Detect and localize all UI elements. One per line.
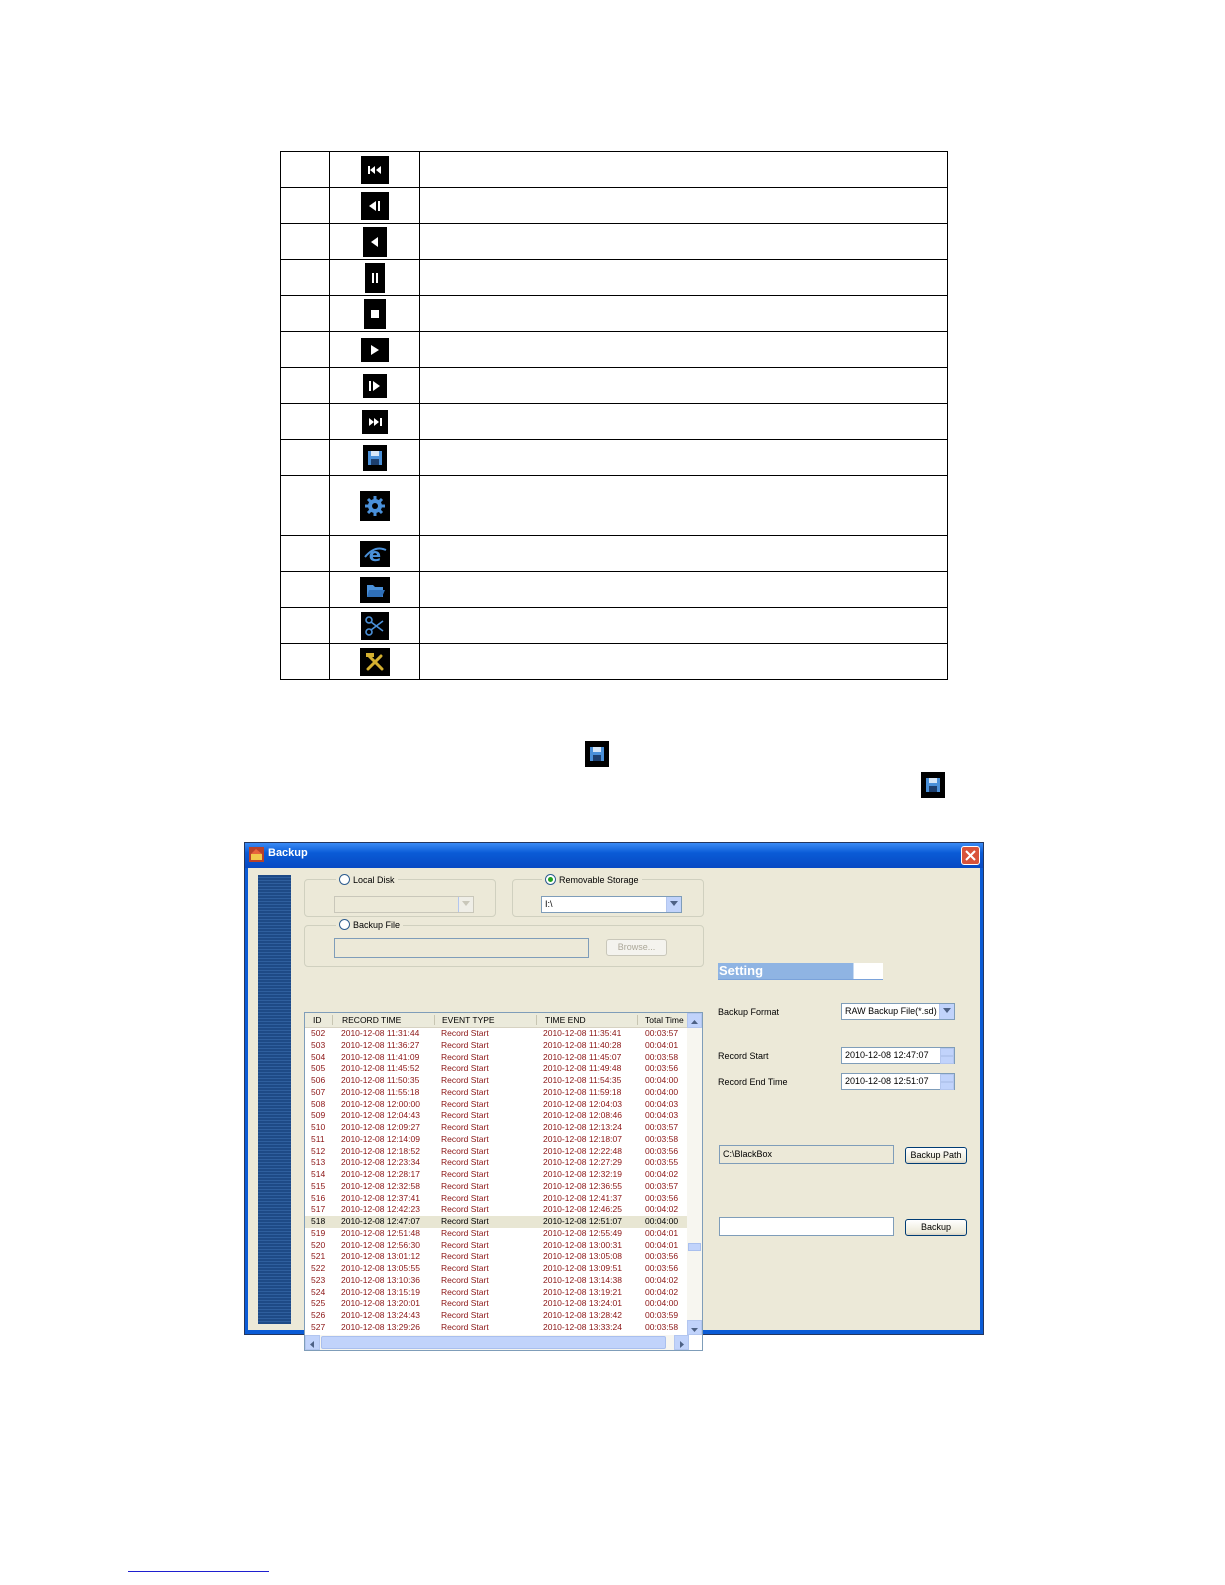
- table-row[interactable]: [305, 1099, 687, 1111]
- scissors-icon: [361, 612, 389, 640]
- cell-id: 521: [311, 1251, 326, 1262]
- cell-total-time: 00:03:58: [645, 1133, 679, 1144]
- spin-up-icon[interactable]: [940, 1048, 954, 1056]
- chevron-down-icon[interactable]: [666, 897, 681, 912]
- internet-explorer-icon: [360, 541, 390, 567]
- cell-total-time: 00:03:56: [645, 1251, 679, 1262]
- scroll-left-icon[interactable]: [305, 1335, 320, 1350]
- cell-event-type: Record Start: [441, 1192, 489, 1203]
- cell-record-time: 2010-12-08 12:09:27: [341, 1122, 420, 1132]
- record-start-datetime-input[interactable]: [841, 1047, 955, 1064]
- spin-down-icon[interactable]: [940, 1082, 954, 1090]
- cell-total-time: 00:03:57: [645, 1180, 679, 1191]
- cell-time-end: 2010-12-08 12:41:37: [543, 1192, 622, 1203]
- cell-time-end: 2010-12-08 13:09:51: [543, 1263, 622, 1273]
- cell-event-type: Record Start: [441, 1039, 489, 1050]
- table-row[interactable]: [305, 1228, 687, 1240]
- cell-time-end: 2010-12-08 12:46:25: [543, 1204, 622, 1215]
- setting-title: Setting: [719, 963, 764, 978]
- column-header-record-time[interactable]: RECORD TIME: [342, 1015, 402, 1025]
- cell-time-end: 2010-12-08 12:51:07: [543, 1216, 622, 1226]
- table-row: [281, 224, 948, 260]
- local-disk-select[interactable]: [334, 896, 474, 913]
- play-backward-icon: [363, 227, 387, 257]
- cell-event-type: Record Start: [441, 1204, 489, 1215]
- cell-record-time: 2010-12-08 12:37:41: [341, 1192, 420, 1203]
- cell-total-time: 00:04:02: [645, 1169, 679, 1179]
- cell-id: 504: [311, 1051, 326, 1062]
- cell-record-time: 2010-12-08 12:14:09: [341, 1133, 420, 1144]
- backup-file-label: Backup File: [353, 919, 401, 930]
- scroll-down-icon[interactable]: [687, 1320, 702, 1335]
- backup-format-select[interactable]: [841, 1003, 955, 1020]
- chevron-down-icon[interactable]: [458, 897, 473, 912]
- cell-total-time: 00:04:03: [645, 1110, 679, 1121]
- cell-time-end: 2010-12-08 12:36:55: [543, 1180, 622, 1191]
- cell-record-time: 2010-12-08 13:15:19: [341, 1286, 420, 1297]
- cell-time-end: 2010-12-08 11:40:28: [543, 1039, 622, 1050]
- save-backup-icon: [585, 741, 609, 767]
- cell-time-end: 2010-12-08 11:45:07: [543, 1051, 622, 1062]
- backup-file-input[interactable]: [334, 938, 589, 958]
- table-row[interactable]: [305, 1181, 687, 1193]
- cell-id: 514: [311, 1169, 326, 1179]
- cell-record-time: 2010-12-08 12:47:07: [341, 1216, 420, 1226]
- table-row: [281, 260, 948, 296]
- record-end-label: Record End Time: [718, 1077, 788, 1087]
- cell-record-time: 2010-12-08 12:23:34: [341, 1157, 420, 1168]
- browse-button[interactable]: Browse...: [606, 939, 667, 956]
- cell-time-end: 2010-12-08 12:55:49: [543, 1227, 622, 1238]
- cell-event-type: Record Start: [441, 1310, 489, 1320]
- cell-record-time: 2010-12-08 11:55:18: [341, 1086, 420, 1097]
- cell-event-type: Record Start: [441, 1298, 489, 1309]
- spin-up-icon[interactable]: [940, 1074, 954, 1082]
- cell-id: 523: [311, 1274, 326, 1285]
- removable-storage-radio[interactable]: [542, 873, 642, 886]
- cell-total-time: 00:03:59: [645, 1310, 679, 1320]
- table-row[interactable]: [305, 1087, 687, 1099]
- cell-total-time: 00:04:02: [645, 1274, 679, 1285]
- cell-time-end: 2010-12-08 13:19:21: [543, 1286, 622, 1297]
- cell-event-type: Record Start: [441, 1051, 489, 1062]
- cell-record-time: 2010-12-08 13:29:26: [341, 1321, 420, 1332]
- table-row: [281, 476, 948, 536]
- backup-file-radio[interactable]: [336, 918, 403, 931]
- removable-storage-select[interactable]: [541, 896, 682, 913]
- cell-total-time: 00:04:01: [645, 1227, 679, 1238]
- table-row[interactable]: [305, 1216, 687, 1228]
- cell-time-end: 2010-12-08 12:18:07: [543, 1133, 622, 1144]
- cell-total-time: 00:04:02: [645, 1204, 679, 1215]
- cell-total-time: 00:04:00: [645, 1298, 679, 1309]
- local-disk-label: Local Disk: [353, 874, 395, 885]
- cell-time-end: 2010-12-08 12:22:48: [543, 1145, 622, 1156]
- horizontal-scrollbar[interactable]: [305, 1335, 689, 1350]
- backup-format-label: Backup Format: [718, 1007, 780, 1017]
- table-row[interactable]: [305, 1204, 687, 1216]
- cell-id: 522: [311, 1263, 326, 1273]
- cell-time-end: 2010-12-08 11:49:48: [543, 1063, 622, 1074]
- close-icon: [962, 847, 979, 864]
- table-row: [281, 296, 948, 332]
- cell-total-time: 00:04:00: [645, 1075, 679, 1085]
- cell-record-time: 2010-12-08 13:20:01: [341, 1298, 420, 1309]
- cell-id: 503: [311, 1039, 326, 1050]
- cell-id: 516: [311, 1192, 326, 1203]
- radio-circle[interactable]: [545, 874, 556, 885]
- cell-total-time: 00:04:03: [645, 1098, 679, 1109]
- table-row: [281, 536, 948, 572]
- cell-record-time: 2010-12-08 13:05:55: [341, 1263, 420, 1273]
- cell-record-time: 2010-12-08 11:41:09: [341, 1051, 420, 1062]
- decorative-side-strip: [258, 875, 291, 1324]
- backup-path-button[interactable]: Backup Path: [905, 1147, 967, 1164]
- cell-event-type: Record Start: [441, 1274, 489, 1285]
- skip-to-end-icon: [362, 410, 388, 434]
- cell-id: 513: [311, 1157, 326, 1168]
- table-row: [281, 440, 948, 476]
- list-header: [305, 1013, 687, 1028]
- icon-table: [280, 151, 948, 680]
- table-row[interactable]: [305, 1310, 687, 1322]
- skip-to-start-icon: [361, 156, 389, 184]
- cell-total-time: 00:04:01: [645, 1039, 679, 1050]
- cell-id: 520: [311, 1239, 326, 1250]
- cell-event-type: Record Start: [441, 1169, 489, 1179]
- footer-link-underline[interactable]: [128, 1571, 269, 1572]
- step-forward-icon: [363, 374, 387, 398]
- cell-time-end: 2010-12-08 12:32:19: [543, 1169, 622, 1179]
- cell-event-type: Record Start: [441, 1075, 489, 1085]
- table-row[interactable]: [305, 1169, 687, 1181]
- cell-id: 525: [311, 1298, 326, 1309]
- table-row: [281, 404, 948, 440]
- settings-gear-icon: [360, 491, 390, 521]
- cell-total-time: 00:03:58: [645, 1321, 679, 1332]
- table-row[interactable]: [305, 1263, 687, 1275]
- cell-time-end: 2010-12-08 13:24:01: [543, 1298, 622, 1309]
- table-row[interactable]: [305, 1146, 687, 1158]
- cell-record-time: 2010-12-08 13:24:43: [341, 1310, 420, 1320]
- cell-event-type: Record Start: [441, 1227, 489, 1238]
- tools-icon: [360, 648, 390, 676]
- scrollbar-thumb[interactable]: [321, 1336, 666, 1349]
- spin-down-icon[interactable]: [940, 1056, 954, 1064]
- cell-total-time: 00:03:57: [645, 1122, 679, 1132]
- app-icon: [249, 847, 264, 862]
- record-start-label: Record Start: [718, 1051, 769, 1061]
- cell-time-end: 2010-12-08 12:04:03: [543, 1098, 622, 1109]
- table-row[interactable]: [305, 1134, 687, 1146]
- cell-time-end: 2010-12-08 11:35:41: [543, 1028, 622, 1038]
- cell-id: 517: [311, 1204, 326, 1215]
- cell-time-end: 2010-12-08 12:13:24: [543, 1122, 622, 1132]
- svg-text:e: e: [368, 544, 381, 566]
- cell-event-type: Record Start: [441, 1098, 489, 1109]
- cell-total-time: 00:03:56: [645, 1145, 679, 1156]
- cell-id: 506: [311, 1075, 326, 1085]
- cell-event-type: Record Start: [441, 1157, 489, 1168]
- cell-record-time: 2010-12-08 12:56:30: [341, 1239, 420, 1250]
- cell-record-time: 2010-12-08 13:10:36: [341, 1274, 420, 1285]
- table-row[interactable]: [305, 1028, 687, 1040]
- radio-circle[interactable]: [339, 919, 350, 930]
- cell-total-time: 00:04:00: [645, 1216, 679, 1226]
- table-row[interactable]: [305, 1322, 687, 1334]
- backup-progress-field: [719, 1217, 894, 1236]
- cell-time-end: 2010-12-08 11:54:35: [543, 1075, 622, 1085]
- cell-id: 526: [311, 1310, 326, 1320]
- table-row[interactable]: [305, 1275, 687, 1287]
- cell-record-time: 2010-12-08 11:45:52: [341, 1063, 420, 1074]
- local-disk-radio[interactable]: [336, 873, 398, 886]
- cell-event-type: Record Start: [441, 1263, 489, 1273]
- cell-total-time: 00:03:56: [645, 1063, 679, 1074]
- cell-total-time: 00:03:56: [645, 1263, 679, 1273]
- cell-time-end: 2010-12-08 12:27:29: [543, 1157, 622, 1168]
- cell-total-time: 00:04:00: [645, 1086, 679, 1097]
- cell-time-end: 2010-12-08 12:08:46: [543, 1110, 622, 1121]
- cell-event-type: Record Start: [441, 1239, 489, 1250]
- cell-id: 509: [311, 1110, 326, 1121]
- backup-button[interactable]: Backup: [905, 1219, 967, 1236]
- save-backup-icon: [363, 445, 387, 471]
- table-row[interactable]: [305, 1157, 687, 1169]
- cell-event-type: Record Start: [441, 1110, 489, 1121]
- cell-total-time: 00:03:57: [645, 1028, 679, 1038]
- cell-id: 505: [311, 1063, 326, 1074]
- record-end-spinner[interactable]: [940, 1074, 954, 1091]
- removable-storage-label: Removable Storage: [559, 874, 639, 885]
- table-row[interactable]: [305, 1298, 687, 1310]
- cell-event-type: Record Start: [441, 1286, 489, 1297]
- table-row: [281, 332, 948, 368]
- table-row[interactable]: [305, 1122, 687, 1134]
- record-end-value: 2010-12-08 12:51:07: [845, 1076, 929, 1086]
- radio-circle[interactable]: [339, 874, 350, 885]
- cell-total-time: 00:04:01: [645, 1239, 679, 1250]
- cell-event-type: Record Start: [441, 1321, 489, 1332]
- backup-path-input[interactable]: C:\BlackBox: [719, 1145, 894, 1164]
- cell-total-time: 00:04:02: [645, 1286, 679, 1297]
- backup-format-value: RAW Backup File(*.sd): [845, 1006, 937, 1016]
- open-folder-icon: [360, 577, 390, 603]
- table-row: [281, 188, 948, 224]
- cell-total-time: 00:03:56: [645, 1192, 679, 1203]
- table-row[interactable]: [305, 1251, 687, 1263]
- cell-id: 508: [311, 1098, 326, 1109]
- cell-event-type: Record Start: [441, 1180, 489, 1191]
- chevron-down-icon[interactable]: [939, 1004, 954, 1019]
- cell-time-end: 2010-12-08 13:00:31: [543, 1239, 622, 1250]
- title-bar[interactable]: [245, 843, 983, 868]
- cell-id: 515: [311, 1180, 326, 1191]
- save-backup-icon: [921, 772, 945, 798]
- record-list[interactable]: [304, 1012, 703, 1351]
- column-header-total-time[interactable]: Total Time: [645, 1015, 684, 1025]
- cell-record-time: 2010-12-08 12:00:00: [341, 1098, 420, 1109]
- table-row[interactable]: [305, 1063, 687, 1075]
- scrollbar-thumb[interactable]: [688, 1243, 701, 1251]
- vertical-scrollbar[interactable]: [687, 1013, 702, 1335]
- table-row[interactable]: [305, 1052, 687, 1064]
- cell-id: 510: [311, 1122, 326, 1132]
- scroll-right-icon[interactable]: [674, 1335, 689, 1350]
- cell-time-end: 2010-12-08 13:33:24: [543, 1321, 622, 1332]
- cell-id: 519: [311, 1227, 326, 1238]
- pause-icon: [365, 263, 385, 293]
- column-header-time-end[interactable]: TIME END: [545, 1015, 586, 1025]
- cell-id: 512: [311, 1145, 326, 1156]
- backup-window: [244, 842, 984, 1335]
- cell-record-time: 2010-12-08 12:04:43: [341, 1110, 420, 1121]
- cell-time-end: 2010-12-08 13:28:42: [543, 1310, 622, 1320]
- cell-event-type: Record Start: [441, 1251, 489, 1262]
- table-row: [281, 644, 948, 680]
- cell-record-time: 2010-12-08 11:31:44: [341, 1028, 420, 1038]
- cell-id: 527: [311, 1321, 326, 1332]
- cell-total-time: 00:03:58: [645, 1051, 679, 1062]
- play-icon: [361, 338, 389, 362]
- table-row[interactable]: [305, 1075, 687, 1087]
- list-body: [305, 1028, 687, 1334]
- record-end-datetime-input[interactable]: [841, 1073, 955, 1090]
- column-header-id[interactable]: ID: [313, 1015, 322, 1025]
- table-row[interactable]: [305, 1110, 687, 1122]
- window-title: Backup: [268, 847, 308, 859]
- table-row[interactable]: [305, 1240, 687, 1252]
- cell-id: 524: [311, 1286, 326, 1297]
- cell-record-time: 2010-12-08 12:32:58: [341, 1180, 420, 1191]
- cell-record-time: 2010-12-08 13:01:12: [341, 1251, 420, 1262]
- cell-event-type: Record Start: [441, 1145, 489, 1156]
- table-row[interactable]: [305, 1287, 687, 1299]
- removable-storage-value: I:\: [545, 899, 553, 909]
- cell-time-end: 2010-12-08 11:59:18: [543, 1086, 622, 1097]
- cell-id: 507: [311, 1086, 326, 1097]
- step-backward-icon: [361, 192, 389, 220]
- table-row: [281, 368, 948, 404]
- table-row[interactable]: [305, 1193, 687, 1205]
- cell-id: 502: [311, 1028, 326, 1038]
- stop-icon: [364, 299, 386, 329]
- table-row: [281, 572, 948, 608]
- cell-total-time: 00:03:55: [645, 1157, 679, 1168]
- cell-event-type: Record Start: [441, 1133, 489, 1144]
- cell-time-end: 2010-12-08 13:14:38: [543, 1274, 622, 1285]
- cell-record-time: 2010-12-08 12:51:48: [341, 1227, 420, 1238]
- cell-id: 518: [311, 1216, 326, 1226]
- cell-record-time: 2010-12-08 11:50:35: [341, 1075, 420, 1085]
- cell-record-time: 2010-12-08 12:28:17: [341, 1169, 420, 1179]
- column-header-event-type[interactable]: EVENT TYPE: [442, 1015, 495, 1025]
- cell-record-time: 2010-12-08 12:42:23: [341, 1204, 420, 1215]
- table-row[interactable]: [305, 1040, 687, 1052]
- scroll-up-icon[interactable]: [687, 1013, 702, 1028]
- cell-event-type: Record Start: [441, 1063, 489, 1074]
- cell-record-time: 2010-12-08 11:36:27: [341, 1039, 420, 1050]
- window-client-area: [248, 868, 980, 1330]
- cell-id: 511: [311, 1133, 325, 1144]
- cell-event-type: Record Start: [441, 1122, 489, 1132]
- record-start-value: 2010-12-08 12:47:07: [845, 1050, 929, 1060]
- record-start-spinner[interactable]: [940, 1048, 954, 1065]
- close-button[interactable]: [961, 846, 980, 865]
- cell-record-time: 2010-12-08 12:18:52: [341, 1145, 420, 1156]
- cell-event-type: Record Start: [441, 1086, 489, 1097]
- table-row: [281, 152, 948, 188]
- cell-time-end: 2010-12-08 13:05:08: [543, 1251, 622, 1262]
- cell-event-type: Record Start: [441, 1216, 489, 1226]
- cell-event-type: Record Start: [441, 1028, 489, 1038]
- table-row: [281, 608, 948, 644]
